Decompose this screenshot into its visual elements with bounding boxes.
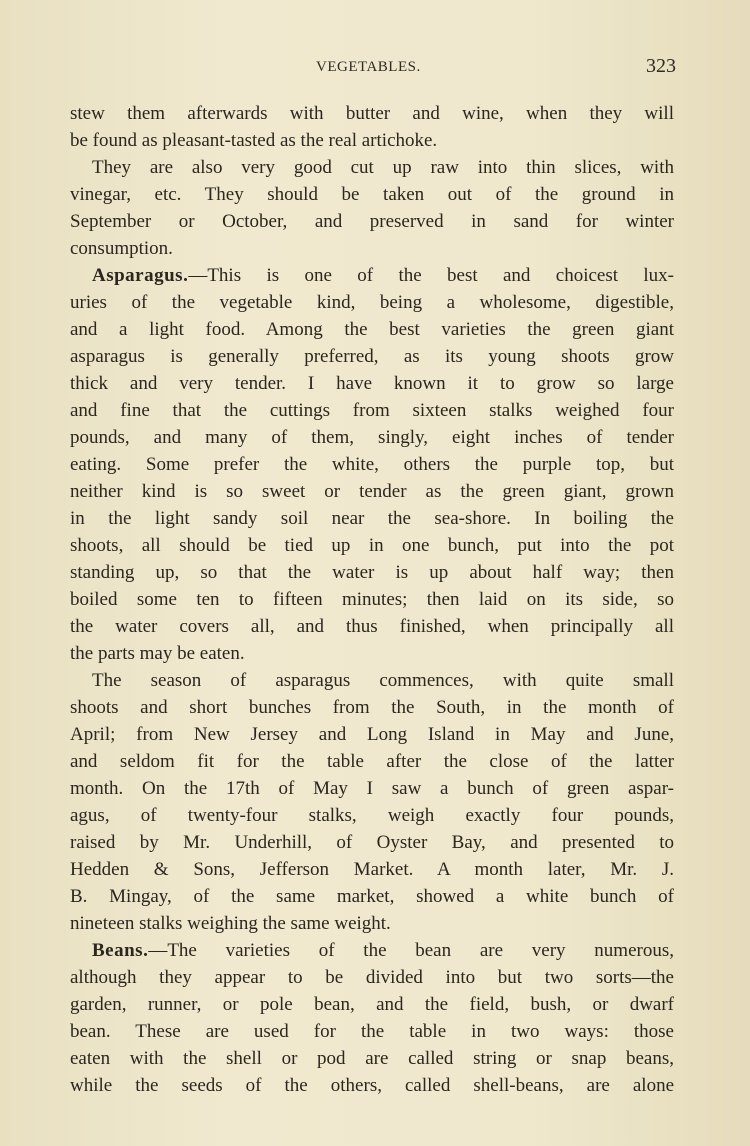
text-line (70, 262, 674, 289)
text-line (70, 289, 674, 316)
line-text: and fine that the cuttings from sixteen stalks weighed four (70, 400, 674, 421)
line-text: vinegar, etc. They should be taken out of the ground in (70, 184, 674, 205)
line-text: They are also very good cut up raw into thin slices, with (92, 157, 674, 178)
running-title: VEGETABLES. (316, 59, 421, 75)
line-text: the parts may be eaten. (70, 643, 245, 664)
text-line (70, 316, 674, 343)
text-line (70, 343, 674, 370)
text-line (70, 505, 674, 532)
text-line (70, 370, 674, 397)
text-line (70, 802, 674, 829)
text-line (70, 748, 674, 775)
line-text: September or October, and preserved in sand for winter (70, 211, 674, 232)
line-text: bean. These are used for the table in two ways: those (70, 1021, 674, 1042)
text-line (70, 100, 674, 127)
line-text: although they appear to be divided into but two sorts—the (70, 967, 674, 988)
text-line (70, 667, 674, 694)
body-text (70, 100, 674, 1099)
line-text: the water covers all, and thus finished, when principally all (70, 616, 674, 637)
line-text: and a light food. Among the best varieties the green giant (70, 319, 674, 340)
line-text: asparagus is generally preferred, as its young shoots grow (70, 346, 674, 367)
line-text: Hedden & Sons, Jefferson Market. A month later, Mr. J. (70, 859, 674, 880)
page-number: 323 (646, 55, 676, 77)
page-header (70, 55, 676, 85)
text-line (70, 532, 674, 559)
line-text: thick and very tender. I have known it to grow so large (70, 373, 674, 394)
line-text: pounds, and many of them, singly, eight inches of tender (70, 427, 674, 448)
text-line (70, 235, 674, 262)
text-line (70, 208, 674, 235)
text-line (70, 1072, 674, 1099)
line-text: April; from New Jersey and Long Island in May and June, (70, 724, 674, 745)
text-line (70, 721, 674, 748)
line-text: —This is one of the best and choicest lux- (188, 265, 674, 286)
text-line (70, 424, 674, 451)
line-text: agus, of twenty-four stalks, weigh exactly four pounds, (70, 805, 674, 826)
line-text: in the light sandy soil near the sea-shore. In boiling the (70, 508, 674, 529)
section-heading: Asparagus. (92, 265, 189, 286)
section-heading: Beans. (92, 940, 149, 961)
line-text: standing up, so that the water is up about half way; then (70, 562, 674, 583)
text-line (70, 478, 674, 505)
text-line (70, 775, 674, 802)
text-line (70, 829, 674, 856)
text-line (70, 451, 674, 478)
line-text: shoots, all should be tied up in one bunch, put into the pot (70, 535, 674, 556)
line-text: stew them afterwards with butter and wine, when they will (70, 103, 674, 124)
text-line (70, 127, 674, 154)
text-line (70, 397, 674, 424)
line-text: raised by Mr. Underhill, of Oyster Bay, and presented to (70, 832, 674, 853)
line-text: —The varieties of the bean are very numerous, (148, 940, 674, 961)
line-text: B. Mingay, of the same market, showed a white bunch of (70, 886, 674, 907)
text-line (70, 883, 674, 910)
line-text: eating. Some prefer the white, others the purple top, but (70, 454, 674, 475)
text-line (70, 181, 674, 208)
line-text: nineteen stalks weighing the same weight. (70, 913, 391, 934)
text-line (70, 640, 674, 667)
text-line (70, 964, 674, 991)
line-text: boiled some ten to fifteen minutes; then laid on its side, so (70, 589, 674, 610)
line-text: consumption. (70, 238, 173, 259)
line-text: and seldom fit for the table after the close of the latter (70, 751, 674, 772)
line-text: while the seeds of the others, called shell-beans, are alone (70, 1075, 674, 1096)
line-text: neither kind is so sweet or tender as the green giant, grown (70, 481, 674, 502)
line-text: The season of asparagus commences, with quite small (92, 670, 674, 691)
text-line (70, 937, 674, 964)
line-text: shoots and short bunches from the South, in the month of (70, 697, 674, 718)
text-line (70, 1018, 674, 1045)
text-line (70, 586, 674, 613)
text-line (70, 154, 674, 181)
line-text: be found as pleasant-tasted as the real artichoke. (70, 130, 438, 151)
line-text: month. On the 17th of May I saw a bunch of green aspar- (70, 778, 674, 799)
text-line (70, 856, 674, 883)
text-line (70, 1045, 674, 1072)
text-line (70, 910, 674, 937)
line-text: uries of the vegetable kind, being a wholesome, digestible, (70, 292, 674, 313)
text-line (70, 991, 674, 1018)
text-line (70, 613, 674, 640)
line-text: garden, runner, or pole bean, and the field, bush, or dwarf (70, 994, 674, 1015)
line-text: eaten with the shell or pod are called string or snap beans, (70, 1048, 674, 1069)
text-line (70, 694, 674, 721)
text-line (70, 559, 674, 586)
